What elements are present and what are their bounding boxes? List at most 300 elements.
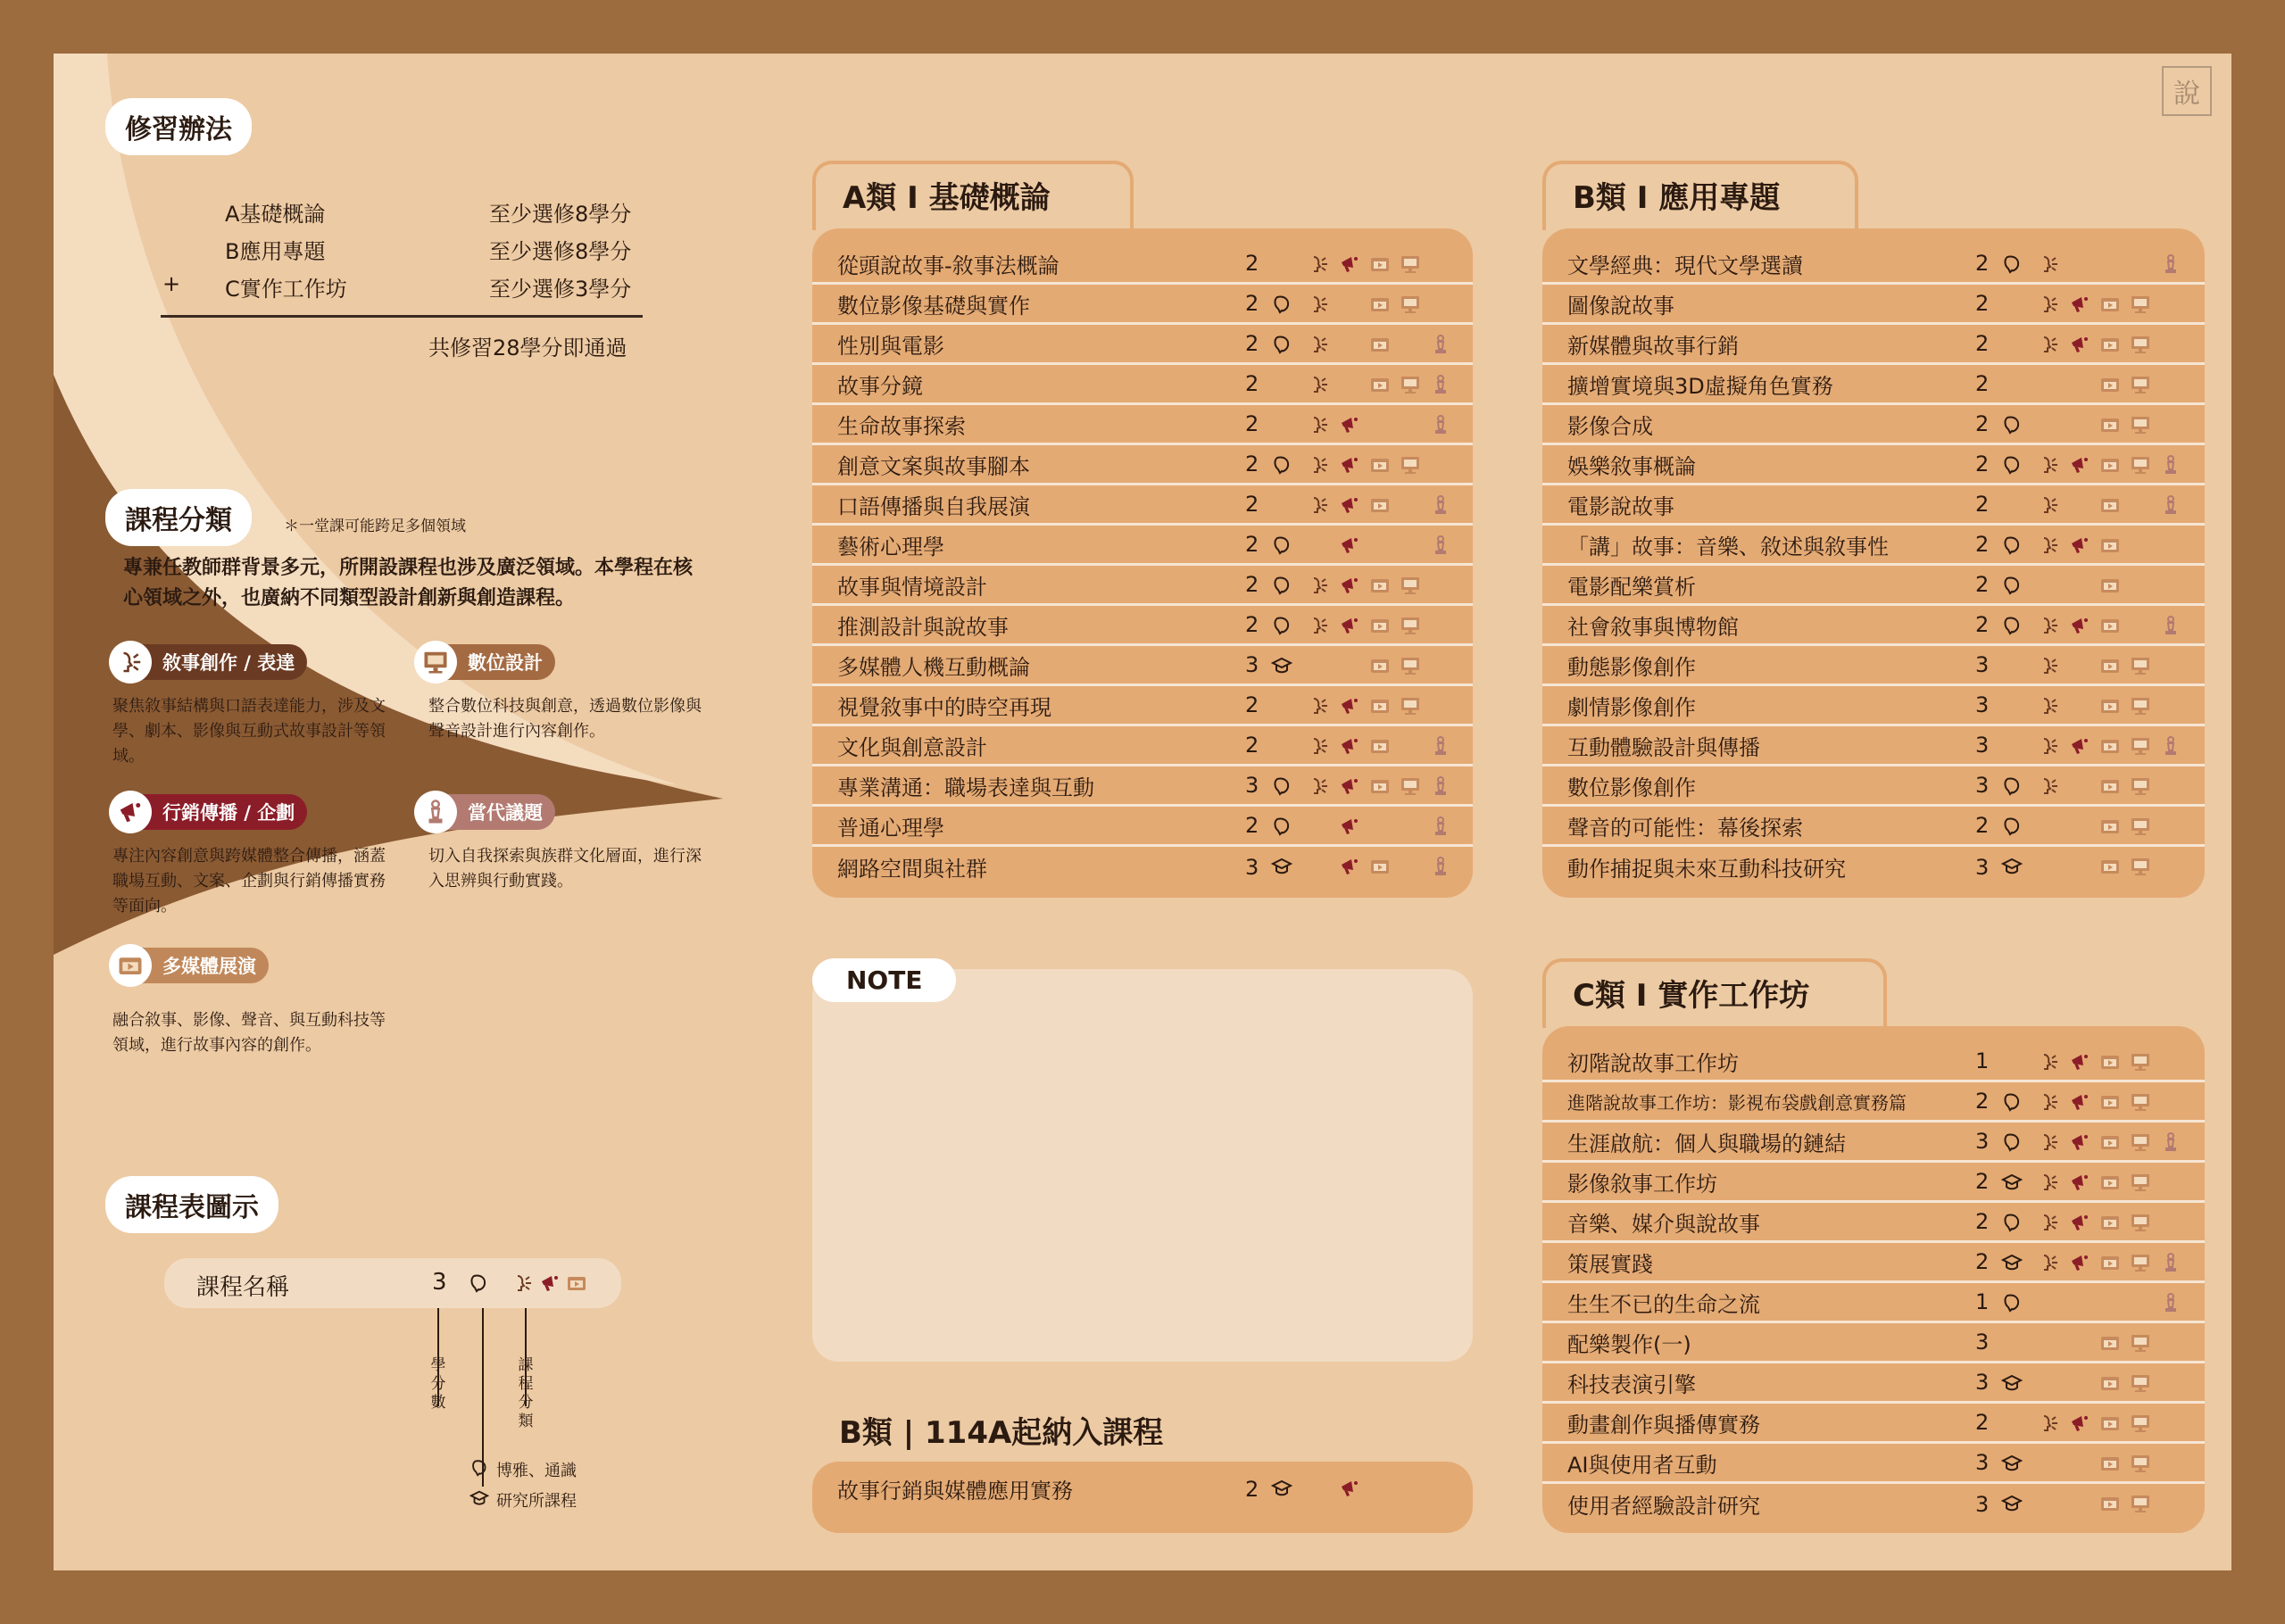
chess-pawn-icon bbox=[2160, 735, 2181, 757]
monitor-icon bbox=[2130, 856, 2151, 877]
course-credit: 2 bbox=[1975, 331, 1990, 356]
course-name: 故事與情境設計 bbox=[837, 574, 987, 600]
media-player-icon bbox=[2099, 575, 2121, 596]
media-player-icon bbox=[1369, 334, 1391, 355]
monitor-icon bbox=[2130, 1413, 2151, 1434]
media-player-icon bbox=[2099, 1453, 2121, 1474]
megaphone-icon bbox=[2069, 454, 2090, 476]
category-label: 多媒體展演 bbox=[162, 956, 256, 977]
monitor-icon bbox=[1400, 575, 1421, 596]
speaking-head-icon bbox=[2039, 1212, 2060, 1233]
monitor-icon bbox=[2130, 1453, 2151, 1474]
monitor-icon bbox=[2130, 334, 2151, 355]
chess-pawn-icon bbox=[1430, 414, 1451, 435]
general-course-icon bbox=[1271, 615, 1292, 636]
chess-pawn-icon bbox=[1430, 856, 1451, 877]
course-credit: 2 bbox=[1975, 251, 1990, 276]
course-name: 新媒體與故事行銷 bbox=[1567, 333, 1739, 359]
course-credit: 3 bbox=[1975, 1370, 1990, 1395]
speaking-head-icon bbox=[2039, 1131, 2060, 1153]
course-row bbox=[1542, 606, 2205, 646]
course-name: 動作捕捉與未來互動科技研究 bbox=[1567, 857, 1846, 882]
course-row bbox=[1542, 285, 2205, 325]
category-label: 數位設計 bbox=[468, 652, 543, 674]
monitor-icon bbox=[2130, 1372, 2151, 1394]
graduate-cap-icon bbox=[1271, 655, 1292, 676]
legend-label-category: 課程分類 bbox=[518, 1356, 534, 1430]
course-name: 影像敘事工作坊 bbox=[1567, 1171, 1717, 1197]
course-row bbox=[1542, 1123, 2205, 1163]
course-credit: 3 bbox=[1245, 773, 1259, 798]
course-credit: 3 bbox=[1975, 1330, 1990, 1355]
course-credit: 1 bbox=[1975, 1289, 1990, 1314]
course-row bbox=[1542, 726, 2205, 766]
media-player-icon bbox=[2099, 1332, 2121, 1354]
graduate-cap-icon bbox=[1271, 1478, 1292, 1499]
megaphone-icon bbox=[1339, 856, 1360, 877]
table-b-title: B類 I 應用專題 bbox=[1542, 161, 1858, 230]
legend-grad-label: 研究所課程 bbox=[496, 1492, 577, 1511]
course-row bbox=[1542, 1404, 2205, 1444]
speaking-head-icon bbox=[2039, 1252, 2060, 1273]
megaphone-icon bbox=[1339, 735, 1360, 757]
general-course-icon bbox=[1271, 775, 1292, 797]
chess-pawn-icon bbox=[1430, 374, 1451, 395]
general-course-icon bbox=[468, 1272, 489, 1294]
speaking-head-icon bbox=[1309, 374, 1330, 395]
course-row bbox=[812, 726, 1473, 766]
course-name: 使用者經驗設計研究 bbox=[1567, 1494, 1760, 1519]
monitor-icon bbox=[2130, 735, 2151, 757]
media-player-icon bbox=[2099, 1212, 2121, 1233]
course-row bbox=[1542, 445, 2205, 485]
course-name: 「講」故事：音樂、敘述與敘事性 bbox=[1567, 534, 1889, 559]
course-credit: 2 bbox=[1245, 492, 1259, 517]
rules-category-name: B應用專題 bbox=[225, 239, 326, 264]
speaking-head-icon bbox=[1309, 334, 1330, 355]
monitor-icon bbox=[2130, 1131, 2151, 1153]
speaking-head-icon bbox=[1309, 294, 1330, 315]
category-description: 融合敘事、影像、聲音、與互動科技等領域，進行故事內容的創作。 bbox=[112, 1011, 386, 1055]
course-name: 數位影像基礎與實作 bbox=[837, 293, 1030, 319]
media-player-icon bbox=[2099, 1131, 2121, 1153]
course-name: 影像合成 bbox=[1567, 413, 1653, 439]
megaphone-icon bbox=[2069, 1091, 2090, 1113]
course-name: 圖像說故事 bbox=[1567, 293, 1674, 319]
monitor-icon bbox=[1400, 655, 1421, 676]
course-row bbox=[812, 485, 1473, 526]
course-credit: 3 bbox=[1975, 1450, 1990, 1475]
speaking-head-icon bbox=[1309, 253, 1330, 275]
course-credit: 1 bbox=[1975, 1048, 1990, 1073]
general-course-icon bbox=[2001, 1212, 2023, 1233]
category-description: 專注內容創意與跨媒體整合傳播，涵蓋職場互動、文案、企劃與行銷傳播實務等面向。 bbox=[112, 847, 386, 916]
media-player-icon bbox=[566, 1272, 587, 1294]
category-tag bbox=[112, 948, 269, 983]
monitor-icon bbox=[2130, 1332, 2151, 1354]
media-player-icon bbox=[2099, 534, 2121, 556]
legend-general-label: 博雅、通識 bbox=[496, 1462, 577, 1480]
media-player-icon bbox=[2099, 695, 2121, 717]
course-name: 數位影像創作 bbox=[1567, 775, 1696, 800]
course-name: 網路空間與社群 bbox=[837, 857, 987, 882]
megaphone-icon bbox=[2069, 534, 2090, 556]
course-credit: 2 bbox=[1245, 331, 1259, 356]
course-row bbox=[812, 686, 1473, 726]
course-name: 劇情影像創作 bbox=[1567, 694, 1696, 720]
monitor-icon bbox=[2130, 1252, 2151, 1273]
chess-pawn-icon bbox=[414, 791, 457, 833]
graduate-cap-icon bbox=[2001, 1453, 2023, 1474]
speaking-head-icon bbox=[1309, 735, 1330, 757]
media-player-icon bbox=[2099, 615, 2121, 636]
table-a-title: A類 I 基礎概論 bbox=[812, 161, 1134, 230]
course-credit: 2 bbox=[1975, 532, 1990, 557]
monitor-icon bbox=[2130, 294, 2151, 315]
media-player-icon bbox=[2099, 655, 2121, 676]
course-name: 動態影像創作 bbox=[1567, 654, 1696, 680]
category-tag bbox=[112, 644, 307, 680]
course-name: 社會敘事與博物館 bbox=[1567, 614, 1739, 640]
course-row bbox=[1542, 1042, 2205, 1082]
course-credit: 2 bbox=[1245, 1476, 1259, 1502]
speaking-head-icon bbox=[1309, 494, 1330, 516]
monitor-icon bbox=[2130, 1051, 2151, 1073]
course-credit: 3 bbox=[1975, 854, 1990, 880]
course-row bbox=[812, 405, 1473, 445]
course-credit: 3 bbox=[1975, 733, 1990, 758]
general-course-icon bbox=[2001, 775, 2023, 797]
megaphone-icon bbox=[1339, 1478, 1360, 1499]
course-row bbox=[812, 365, 1473, 405]
speaking-head-icon bbox=[2039, 1051, 2060, 1073]
speaking-head-icon bbox=[1309, 414, 1330, 435]
course-credit: 3 bbox=[1975, 1491, 1990, 1517]
course-credit: 2 bbox=[1245, 452, 1259, 476]
graduate-cap-icon bbox=[2001, 1172, 2023, 1193]
chess-pawn-icon bbox=[2160, 1131, 2181, 1153]
megaphone-icon bbox=[1339, 494, 1360, 516]
speaking-head-icon bbox=[2039, 294, 2060, 315]
media-player-icon bbox=[1369, 775, 1391, 797]
media-player-icon bbox=[2099, 374, 2121, 395]
course-name: 普通心理學 bbox=[837, 815, 944, 841]
category-description: 切入自我探索與族群文化層面，進行深入思辨與行動實踐。 bbox=[428, 847, 702, 891]
general-course-icon bbox=[2001, 414, 2023, 435]
course-name: 創意文案與故事腳本 bbox=[837, 453, 1030, 479]
course-row bbox=[1542, 1484, 2205, 1524]
course-row bbox=[1542, 1243, 2205, 1283]
note-area[interactable] bbox=[812, 969, 1473, 1362]
megaphone-icon bbox=[1339, 414, 1360, 435]
category-label: 敘事創作 / 表達 bbox=[162, 652, 295, 674]
course-name: 科技表演引擎 bbox=[1567, 1371, 1696, 1397]
course-name: 多媒體人機互動概論 bbox=[837, 654, 1030, 680]
megaphone-icon bbox=[2069, 1212, 2090, 1233]
monitor-icon bbox=[2130, 374, 2151, 395]
speaking-head-icon bbox=[1309, 454, 1330, 476]
chess-pawn-icon bbox=[2160, 1252, 2181, 1273]
media-player-icon bbox=[2099, 494, 2121, 516]
speaking-head-icon bbox=[2039, 253, 2060, 275]
media-player-icon bbox=[1369, 454, 1391, 476]
media-player-icon bbox=[2099, 816, 2121, 837]
rules-category-name: C實作工作坊 bbox=[225, 277, 347, 302]
speaking-head-icon bbox=[2039, 534, 2060, 556]
monitor-icon bbox=[2130, 655, 2151, 676]
media-player-icon bbox=[2099, 775, 2121, 797]
monitor-icon bbox=[2130, 1493, 2151, 1514]
media-player-icon bbox=[1369, 856, 1391, 877]
rules-total: 共修習28學分即通過 bbox=[428, 336, 627, 360]
monitor-icon bbox=[2130, 1212, 2151, 1233]
media-player-icon bbox=[1369, 615, 1391, 636]
media-player-icon bbox=[2099, 1252, 2121, 1273]
course-credit: 2 bbox=[1975, 1089, 1990, 1114]
table-c bbox=[1542, 1026, 2205, 1533]
rules-requirement: 至少選修8學分 bbox=[489, 239, 632, 264]
megaphone-icon bbox=[1339, 816, 1360, 837]
general-course-icon bbox=[2001, 1091, 2023, 1113]
monitor-icon bbox=[2130, 816, 2151, 837]
legend-sample-name: 課程名稱 bbox=[196, 1274, 290, 1301]
course-row bbox=[1542, 1163, 2205, 1203]
speaking-head-icon bbox=[2039, 695, 2060, 717]
course-credit: 3 bbox=[1975, 773, 1990, 798]
course-row bbox=[1542, 365, 2205, 405]
course-credit: 3 bbox=[1975, 652, 1990, 677]
monitor-icon bbox=[1400, 374, 1421, 395]
graduate-cap-icon bbox=[2001, 1252, 2023, 1273]
media-player-icon bbox=[1369, 575, 1391, 596]
course-row bbox=[1542, 1363, 2205, 1404]
course-name: 故事分鏡 bbox=[837, 373, 923, 399]
megaphone-icon bbox=[1339, 253, 1360, 275]
rules-requirement: 至少選修8學分 bbox=[489, 202, 632, 227]
course-row bbox=[1542, 1323, 2205, 1363]
course-name: 策展實踐 bbox=[1567, 1251, 1653, 1277]
media-player-icon bbox=[1369, 294, 1391, 315]
megaphone-icon bbox=[1339, 615, 1360, 636]
speaking-head-icon bbox=[2039, 615, 2060, 636]
monitor-icon bbox=[1400, 294, 1421, 315]
note-label: NOTE bbox=[812, 958, 956, 1002]
course-row bbox=[1542, 526, 2205, 566]
course-credit: 2 bbox=[1245, 692, 1259, 717]
megaphone-icon bbox=[539, 1272, 561, 1294]
media-player-icon bbox=[2099, 735, 2121, 757]
course-name: 藝術心理學 bbox=[837, 534, 944, 559]
media-player-icon bbox=[1369, 253, 1391, 275]
course-credit: 2 bbox=[1245, 733, 1259, 758]
general-course-icon bbox=[1271, 334, 1292, 355]
monitor-icon bbox=[1400, 454, 1421, 476]
course-name: 電影說故事 bbox=[1567, 493, 1674, 519]
monitor-icon bbox=[2130, 775, 2151, 797]
course-name: 電影配樂賞析 bbox=[1567, 574, 1696, 600]
general-course-icon bbox=[2001, 615, 2023, 636]
course-row bbox=[812, 526, 1473, 566]
course-name: 故事行銷與媒體應用實務 bbox=[837, 1479, 1073, 1504]
speaking-head-icon bbox=[2039, 1413, 2060, 1434]
chess-pawn-icon bbox=[1430, 534, 1451, 556]
media-player-icon bbox=[109, 944, 152, 987]
speaking-head-icon bbox=[1309, 575, 1330, 596]
speaking-head-icon bbox=[2039, 775, 2060, 797]
media-player-icon bbox=[2099, 294, 2121, 315]
course-row bbox=[1542, 1283, 2205, 1323]
course-row bbox=[812, 766, 1473, 807]
course-name: 生生不已的生命之流 bbox=[1567, 1291, 1760, 1317]
course-credit: 2 bbox=[1245, 291, 1259, 316]
graduate-cap-icon bbox=[2001, 856, 2023, 877]
course-row bbox=[812, 646, 1473, 686]
course-row bbox=[1542, 686, 2205, 726]
media-player-icon bbox=[2099, 1172, 2121, 1193]
megaphone-icon bbox=[1339, 775, 1360, 797]
category-description: 聚焦敘事結構與口語表達能力，涉及文學、劇本、影像與互動式故事設計等領域。 bbox=[112, 697, 386, 766]
rules-divider bbox=[161, 315, 643, 318]
media-player-icon bbox=[2099, 414, 2121, 435]
course-credit: 2 bbox=[1975, 572, 1990, 597]
megaphone-icon bbox=[1339, 575, 1360, 596]
course-name: 從頭說故事-敘事法概論 bbox=[837, 253, 1059, 278]
category-tag bbox=[418, 644, 555, 680]
general-course-icon bbox=[1271, 534, 1292, 556]
speaking-head-icon bbox=[2039, 494, 2060, 516]
course-name: 口語傳播與自我展演 bbox=[837, 493, 1030, 519]
monitor-icon bbox=[2130, 1172, 2151, 1193]
chess-pawn-icon bbox=[2160, 494, 2181, 516]
course-name: 性別與電影 bbox=[837, 333, 944, 359]
brochure-page bbox=[54, 54, 2231, 1570]
course-credit: 2 bbox=[1245, 572, 1259, 597]
table-b114-title: B類 | 114A起納入課程 bbox=[839, 1415, 1164, 1451]
graduate-cap-icon bbox=[2001, 1372, 2023, 1394]
chess-pawn-icon bbox=[2160, 253, 2181, 275]
chess-pawn-icon bbox=[1430, 775, 1451, 797]
table-b114 bbox=[812, 1462, 1473, 1533]
general-course-icon bbox=[469, 1458, 489, 1478]
course-row bbox=[812, 606, 1473, 646]
course-credit: 2 bbox=[1245, 813, 1259, 838]
chess-pawn-icon bbox=[2160, 1292, 2181, 1313]
graduate-cap-icon bbox=[2001, 1493, 2023, 1514]
chess-pawn-icon bbox=[1430, 816, 1451, 837]
course-row bbox=[1542, 485, 2205, 526]
table-b bbox=[1542, 228, 2205, 898]
course-row bbox=[1542, 405, 2205, 445]
course-row bbox=[1542, 244, 2205, 285]
megaphone-icon bbox=[2069, 334, 2090, 355]
course-name: 專業溝通：職場表達與互動 bbox=[837, 775, 1094, 800]
speaking-head-icon bbox=[2039, 735, 2060, 757]
course-name: AI與使用者互動 bbox=[1567, 1452, 1717, 1478]
course-row bbox=[812, 847, 1473, 887]
media-player-icon bbox=[1369, 695, 1391, 717]
course-credit: 2 bbox=[1245, 411, 1259, 436]
course-row bbox=[1542, 766, 2205, 807]
course-row bbox=[812, 807, 1473, 847]
course-name: 音樂、媒介與說故事 bbox=[1567, 1211, 1760, 1237]
course-credit: 2 bbox=[1975, 1249, 1990, 1274]
monitor-icon bbox=[1400, 615, 1421, 636]
speaking-head-icon bbox=[1309, 695, 1330, 717]
megaphone-icon bbox=[2069, 735, 2090, 757]
storytelling-stamp-logo: 說 bbox=[2162, 66, 2212, 116]
course-name: 進階說故事工作坊：影視布袋戲創意實務篇 bbox=[1567, 1091, 1907, 1114]
course-credit: 3 bbox=[1245, 854, 1259, 880]
media-player-icon bbox=[1369, 735, 1391, 757]
legend-title: 課程表圖示 bbox=[105, 1176, 278, 1233]
general-course-icon bbox=[1271, 294, 1292, 315]
category-tag bbox=[112, 794, 307, 830]
speaking-head-icon bbox=[1309, 775, 1330, 797]
speaking-head-icon bbox=[2039, 655, 2060, 676]
megaphone-icon bbox=[2069, 1172, 2090, 1193]
course-name: 推測設計與說故事 bbox=[837, 614, 1009, 640]
monitor-icon bbox=[1400, 253, 1421, 275]
course-name: 擴增實境與3D虛擬角色實務 bbox=[1567, 373, 1833, 399]
course-name: 生涯啟航：個人與職場的鏈結 bbox=[1567, 1131, 1846, 1156]
general-course-icon bbox=[2001, 1292, 2023, 1313]
course-credit: 2 bbox=[1975, 1410, 1990, 1435]
graduate-cap-icon bbox=[1271, 856, 1292, 877]
rules-prefix: + bbox=[162, 271, 181, 296]
course-row bbox=[1542, 566, 2205, 606]
media-player-icon bbox=[2099, 334, 2121, 355]
rules-title: 修習辦法 bbox=[105, 98, 252, 155]
megaphone-icon bbox=[109, 791, 152, 833]
monitor-icon bbox=[1400, 775, 1421, 797]
categories-note: ＊一堂課可能跨足多個領域 bbox=[284, 518, 466, 535]
general-course-icon bbox=[1271, 816, 1292, 837]
course-row bbox=[1542, 325, 2205, 365]
megaphone-icon bbox=[1339, 695, 1360, 717]
course-credit: 3 bbox=[1975, 1129, 1990, 1154]
media-player-icon bbox=[1369, 374, 1391, 395]
general-course-icon bbox=[2001, 253, 2023, 275]
megaphone-icon bbox=[2069, 294, 2090, 315]
table-c-title: C類 I 實作工作坊 bbox=[1542, 958, 1887, 1028]
course-name: 初階說故事工作坊 bbox=[1567, 1050, 1739, 1076]
course-credit: 2 bbox=[1245, 612, 1259, 637]
category-label: 行銷傳播 / 企劃 bbox=[162, 802, 295, 824]
course-name: 聲音的可能性：幕後探索 bbox=[1567, 815, 1803, 841]
speaking-head-icon bbox=[2039, 1172, 2060, 1193]
graduate-cap-icon bbox=[469, 1488, 489, 1508]
course-name: 生命故事探索 bbox=[837, 413, 966, 439]
course-credit: 2 bbox=[1975, 452, 1990, 476]
chess-pawn-icon bbox=[2160, 615, 2181, 636]
course-credit: 2 bbox=[1245, 532, 1259, 557]
course-credit: 2 bbox=[1975, 612, 1990, 637]
category-tag bbox=[418, 794, 555, 830]
categories-intro: 專兼任教師群背景多元，所開設課程也涉及廣泛領域。本學程在核心領域之外，也廣納不同類型設計創新與創造課程。 bbox=[123, 557, 694, 609]
general-course-icon bbox=[2001, 534, 2023, 556]
media-player-icon bbox=[2099, 856, 2121, 877]
monitor-icon bbox=[2130, 1091, 2151, 1113]
course-row bbox=[1542, 1082, 2205, 1123]
legend-sample-credit: 3 bbox=[432, 1269, 447, 1296]
media-player-icon bbox=[1369, 494, 1391, 516]
course-credit: 2 bbox=[1245, 251, 1259, 276]
media-player-icon bbox=[2099, 1493, 2121, 1514]
monitor-icon bbox=[414, 641, 457, 684]
course-name: 娛樂敘事概論 bbox=[1567, 453, 1696, 479]
speaking-head-icon bbox=[512, 1272, 534, 1294]
speaking-head-icon bbox=[2039, 1091, 2060, 1113]
